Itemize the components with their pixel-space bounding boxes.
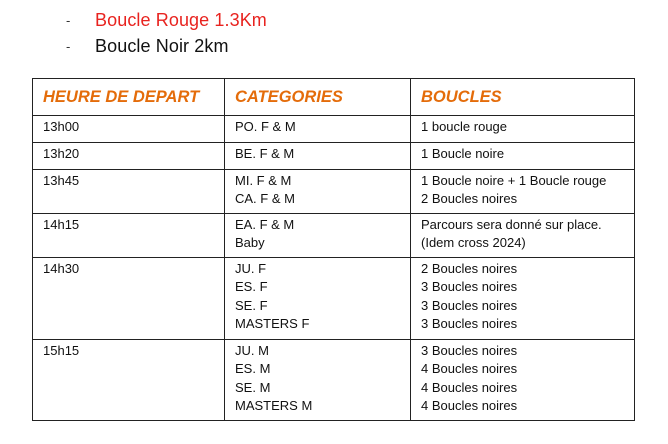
table-row [33, 258, 635, 340]
category: BE. F & M [235, 146, 295, 161]
loop-count: 4 Boucles noires [421, 379, 518, 395]
categories-cell [225, 258, 411, 340]
loops-cell [411, 258, 635, 340]
category: PO. F & M [235, 119, 296, 134]
loop-count: 4 Boucles noires [421, 398, 518, 414]
loop-red-label: Boucle Rouge 1.3Km [95, 9, 267, 30]
table-row [33, 116, 635, 143]
loop-count: Parcours sera donné sur place. [421, 217, 602, 232]
loop-count: 3 Boucles noires [421, 297, 518, 313]
departure-time: 14h15 [33, 214, 225, 258]
loop-count: 1 Boucle noire [421, 146, 505, 161]
categories-cell [225, 214, 411, 258]
category: EA. F & M [235, 217, 295, 232]
loops-cell [411, 116, 635, 143]
category: CA. F & M [235, 191, 295, 207]
loops-cell [411, 214, 635, 258]
table-header-row [33, 79, 635, 116]
table-row [33, 143, 635, 170]
category: ES. M [235, 361, 271, 377]
departure-time: 13h45 [33, 170, 225, 214]
table-row [33, 170, 635, 214]
categories-cell [225, 116, 411, 143]
category: JU. F [235, 261, 267, 276]
loop-count: 3 Boucles noires [421, 316, 518, 332]
start-schedule-table [32, 78, 635, 421]
category: SE. M [235, 379, 271, 395]
categories-cell [225, 340, 411, 421]
loop-item-red [66, 8, 267, 32]
categories-cell [225, 170, 411, 214]
loop-black-label: Boucle Noir 2km [95, 35, 229, 56]
category: MASTERS F [235, 316, 310, 332]
loops-cell [411, 170, 635, 214]
departure-time: 15h15 [33, 340, 225, 421]
loop-count: (Idem cross 2024) [421, 235, 526, 251]
bullet-dash: - [66, 12, 71, 28]
category: MI. F & M [235, 173, 292, 188]
loop-count: 3 Boucles noires [421, 343, 518, 358]
loops-cell [411, 340, 635, 421]
departure-time: 14h30 [33, 258, 225, 340]
loops-cell [411, 143, 635, 170]
loop-count: 1 Boucle noire + 1 Boucle rouge [421, 173, 607, 188]
departure-time: 13h00 [33, 116, 225, 143]
loop-count: 2 Boucles noires [421, 261, 518, 276]
category: SE. F [235, 297, 268, 313]
loop-item-black [66, 34, 229, 58]
category: JU. M [235, 343, 269, 358]
header-loops: BOUCLES [411, 79, 635, 116]
loop-count: 3 Boucles noires [421, 279, 518, 295]
table-row [33, 214, 635, 258]
category: MASTERS M [235, 398, 313, 414]
category: ES. F [235, 279, 268, 295]
loop-count: 1 boucle rouge [421, 119, 508, 134]
loop-count: 4 Boucles noires [421, 361, 518, 377]
category: Baby [235, 235, 265, 251]
categories-cell [225, 143, 411, 170]
loop-count: 2 Boucles noires [421, 191, 518, 207]
departure-time: 13h20 [33, 143, 225, 170]
header-departure-time: HEURE DE DEPART [33, 79, 225, 116]
header-categories: CATEGORIES [225, 79, 411, 116]
table-row [33, 340, 635, 421]
bullet-dash: - [66, 38, 71, 54]
